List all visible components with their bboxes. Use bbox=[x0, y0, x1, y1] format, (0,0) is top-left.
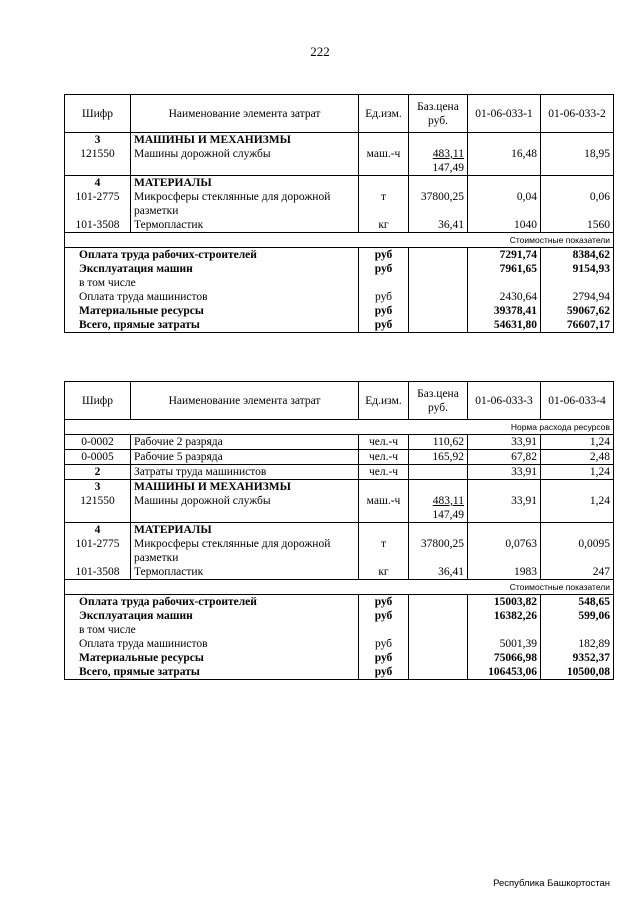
table-row: 101-2775 Микросферы стеклянные для дорожной разметки т 37800,25 0,0763 0,0095 bbox=[65, 537, 614, 565]
page-number: 222 bbox=[310, 44, 330, 59]
total-row: Эксплуатация машин руб 16382,26 599,06 bbox=[65, 609, 614, 623]
col-name-header: Наименование элемента затрат bbox=[131, 95, 359, 133]
col-a-header: 01-06-033-3 bbox=[468, 382, 541, 420]
section-row: 4 МАТЕРИАЛЫ bbox=[65, 176, 614, 191]
total-row: Оплата труда машинистов руб 2430,64 2794,94 bbox=[65, 290, 614, 304]
col-unit-header: Ед.изм. bbox=[359, 95, 409, 133]
caption-row: Норма расхода ресурсов bbox=[65, 420, 614, 435]
caption-row: Стоимостные показатели bbox=[65, 580, 614, 595]
total-row: в том числе bbox=[65, 623, 614, 637]
col-code-header: Шифр bbox=[65, 382, 131, 420]
table-header bbox=[65, 382, 614, 420]
total-row: Материальные ресурсы руб 75066,98 9352,37 bbox=[65, 651, 614, 665]
total-row: Материальные ресурсы руб 39378,41 59067,62 bbox=[65, 304, 614, 318]
table-header bbox=[65, 95, 614, 133]
cost-table-2 bbox=[64, 381, 614, 680]
table-row: 0-0002 Рабочие 2 разряда чел.-ч 110,62 33,91 1,24 bbox=[65, 435, 614, 450]
section-row: 3 МАШИНЫ И МЕХАНИЗМЫ bbox=[65, 480, 614, 495]
col-price-header: Баз.цена руб. bbox=[409, 95, 468, 133]
col-unit-header: Ед.изм. bbox=[359, 382, 409, 420]
section-row: 4 МАТЕРИАЛЫ bbox=[65, 523, 614, 538]
table-row: 101-2775 Микросферы стеклянные для дорожной разметки т 37800,25 0,04 0,06 bbox=[65, 190, 614, 218]
total-row: Всего, прямые затраты руб 54631,80 76607,17 bbox=[65, 318, 614, 333]
col-code-header: Шифр bbox=[65, 95, 131, 133]
col-b-header: 01-06-033-2 bbox=[541, 95, 614, 133]
table-row: 121550 Машины дорожной службы маш.-ч 483,11 147,49 33,91 1,24 bbox=[65, 494, 614, 523]
col-price-header: Баз.цена руб. bbox=[409, 382, 468, 420]
caption-row: Стоимостные показатели bbox=[65, 233, 614, 248]
total-row: Эксплуатация машин руб 7961,65 9154,93 bbox=[65, 262, 614, 276]
total-row: Оплата труда машинистов руб 5001,39 182,89 bbox=[65, 637, 614, 651]
table-row: 121550 Машины дорожной службы маш.-ч 483,11 147,49 16,48 18,95 bbox=[65, 147, 614, 176]
table-row: 101-3508 Термопластик кг 36,41 1040 1560 bbox=[65, 218, 614, 233]
total-row: Оплата труда рабочих-строителей руб 15003,82 548,65 bbox=[65, 595, 614, 610]
col-b-header: 01-06-033-4 bbox=[541, 382, 614, 420]
total-row: Оплата труда рабочих-строителей руб 7291,74 8384,62 bbox=[65, 248, 614, 263]
col-a-header: 01-06-033-1 bbox=[468, 95, 541, 133]
table-row: 0-0005 Рабочие 5 разряда чел.-ч 165,92 67,82 2,48 bbox=[65, 450, 614, 465]
footer-region: Республика Башкортостан bbox=[493, 878, 610, 889]
total-row: в том числе bbox=[65, 276, 614, 290]
total-row: Всего, прямые затраты руб 106453,06 10500,08 bbox=[65, 665, 614, 680]
cost-table-1 bbox=[64, 94, 614, 333]
section-row: 3 МАШИНЫ И МЕХАНИЗМЫ bbox=[65, 133, 614, 148]
col-name-header: Наименование элемента затрат bbox=[131, 382, 359, 420]
table-row: 101-3508 Термопластик кг 36,41 1983 247 bbox=[65, 565, 614, 580]
table-row: 2 Затраты труда машинистов чел.-ч 33,91 1,24 bbox=[65, 465, 614, 480]
